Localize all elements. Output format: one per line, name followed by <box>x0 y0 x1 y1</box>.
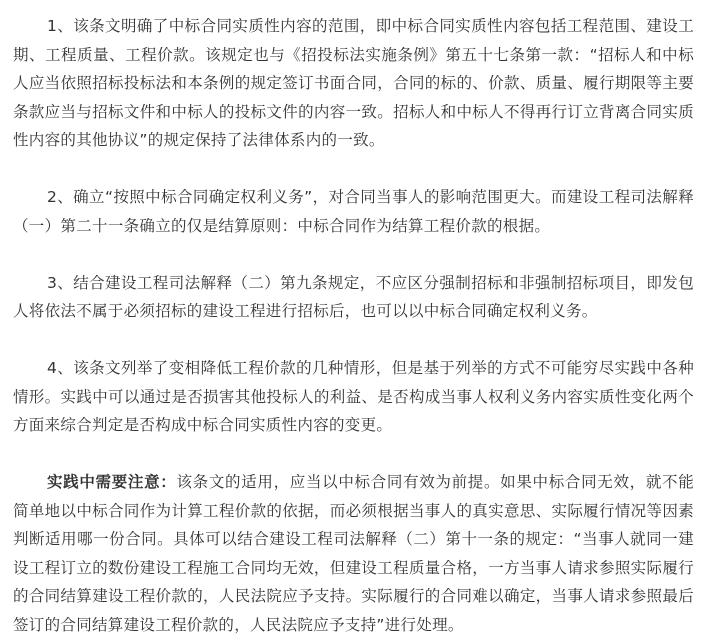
paragraph-1-text: 1、该条文明确了中标合同实质性内容的范围，即中标合同实质性内容包括工程范围、建设工期、工程质量、工程价款。该规定也与《招投标法实施条例》第五十七条第一款：“招标人和中标人应当依照招标投标法和本条例的规定签订书面合同，合同的标的、价款、质量、履行期限等主要条款应当与招标文件和中标人的投标文件的内容一致。招标人和中标人不得再行订立背离合同实质性内容的其他协议”的规定保持了法律体系内的一致。 <box>13 17 694 149</box>
paragraph-1 <box>13 12 694 155</box>
paragraph-4 <box>13 354 694 440</box>
paragraph-2 <box>13 183 694 240</box>
paragraph-spacer <box>13 326 694 355</box>
paragraph-3 <box>13 269 694 326</box>
paragraph-5-bold-lead: 实践中需要注意： <box>47 473 177 491</box>
paragraph-spacer <box>13 240 694 269</box>
paragraph-2-text: 2、确立“按照中标合同确定权利义务”，对合同当事人的影响范围更大。而建设工程司法解释（一）第二十一条确立的仅是结算原则：中标合同作为结算工程价款的根据。 <box>13 188 694 235</box>
paragraph-4-text: 4、该条文列举了变相降低工程价款的几种情形，但是基于列举的方式不可能穷尽实践中各种情形。实践中可以通过是否损害其他投标人的利益、是否构成当事人权利义务内容实质性变化两个方面来综合判定是否构成中标合同实质性内容的变更。 <box>13 359 694 434</box>
paragraph-spacer <box>13 155 694 184</box>
paragraph-3-text: 3、结合建设工程司法解释（二）第九条规定，不应区分强制招标和非强制招标项目，即发包人将依法不属于必须招标的建设工程进行招标后，也可以以中标合同确定权利义务。 <box>13 273 694 320</box>
paragraph-5 <box>13 468 694 639</box>
paragraph-5-text: 该条文的适用，应当以中标合同有效为前提。如果中标合同无效，就不能简单地以中标合同作为计算工程价款的依据，而必须根据当事人的真实意思、实际履行情况等因素判断适用哪一份合同。具体可以结合建设工程司法解释（二）第十一条的规定：“当事人就同一建设工程订立的数份建设工程施工合同均无效，但建设工程质量合格，一方当事人请求参照实际履行的合同结算建设工程价款的，人民法院应予支持。实际履行的合同难以确定，当事人请求参照最后签订的合同结算建设工程价款的，人民法院应予支持”进行处理。 <box>13 473 694 634</box>
paragraph-spacer <box>13 440 694 469</box>
